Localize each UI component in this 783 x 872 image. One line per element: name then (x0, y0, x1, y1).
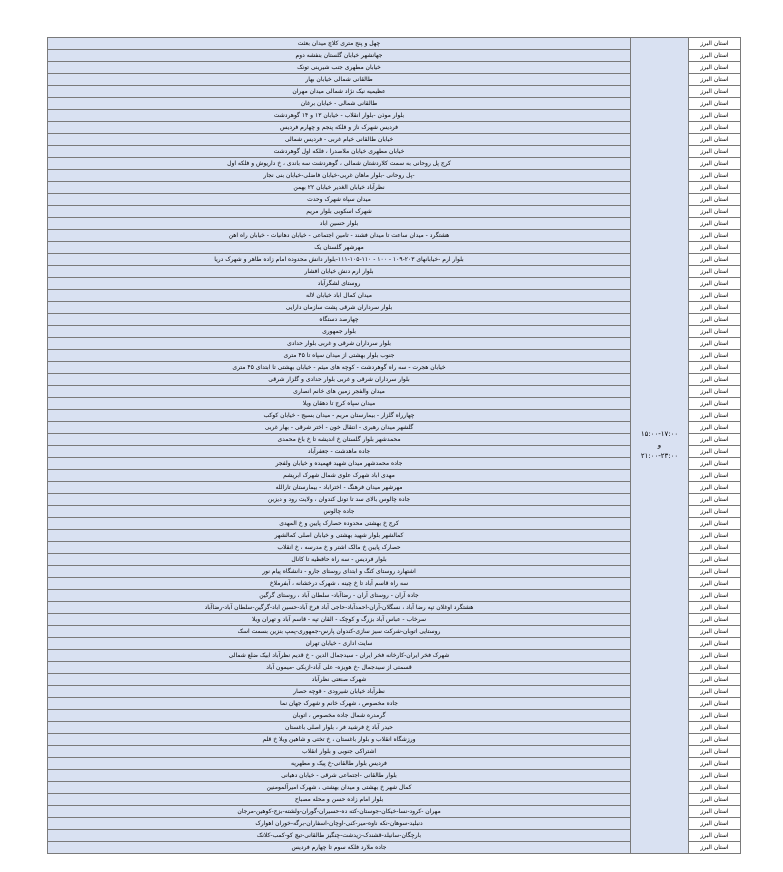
location-cell: میدان والفجر زمین های خانم انصاری (48, 386, 631, 398)
province-cell: استان البرز (689, 302, 741, 314)
location-cell: بلوار سرداران شرقی پشت سازمان دارایی (48, 302, 631, 314)
province-cell: استان البرز (689, 158, 741, 170)
location-cell: شهرک صنعتی نظرآباد (48, 674, 631, 686)
time-slot-line3: ۲۱:۰۰-۲۳:۰۰ (640, 452, 679, 460)
location-cell: بلوار ارم -خیابانهای ۲۰۳-۱۰۹ - ۱۰۰ - ۱۱۰-۱۰۵-۱۱۱-بلوار دانش محدوده امام زاده طاهر و شهرک دریا (48, 254, 631, 266)
province-cell: استان البرز (689, 86, 741, 98)
location-cell: خیابان طالقانی خیام غربی - فردیس شمالی (48, 134, 631, 146)
location-cell: هشتگرد - میدان ساعت تا میدان فشند - تامین اجتماعی - خیابان دهانیات - خیابان راه اهن (48, 230, 631, 242)
location-cell: نظرآباد خیابان الغدیر خیابان ۲۲ بهمن (48, 182, 631, 194)
location-cell: کرج پل روحانی به سمت کلاردشتان شمالی ، گوهردشت سه باندی ، خ داریوش و فلکه اول (48, 158, 631, 170)
province-cell: استان البرز (689, 122, 741, 134)
location-cell: میدان کمال اباد خیابان لاله (48, 290, 631, 302)
location-cell: بلوار حسین اباد (48, 218, 631, 230)
location-cell: چهارراه گلزار - بیمارستان مریم - میدان بسیج - خیابان کوکب (48, 410, 631, 422)
location-cell: روستای لشگرآباد (48, 278, 631, 290)
location-cell: جاده چالوس بالای سد تا تونل کندوان ، ولایت رود و دیزبن (48, 494, 631, 506)
time-slot-line2: و (657, 441, 662, 449)
province-cell: استان البرز (689, 794, 741, 806)
location-cell: جاده چالوس (48, 506, 631, 518)
province-cell: استان البرز (689, 74, 741, 86)
location-cell: خیابان مطهری خیابان ملاصدرا ، فلکه اول گوهردشت (48, 146, 631, 158)
location-cell: خیابان مطهری جنب شیرینی تونک (48, 62, 631, 74)
location-cell: هشتگرد اوغلان تپه رضا آباد ، نسگلان-آران-احمدآباد-حاجی آباد فرخ آباد-حسین اباد-گرگین-سلطان آباد-رضاآباد (48, 602, 631, 614)
location-cell: مهرشهر میدان فرهنگ - اختراباد - بیمارستان تارالله (48, 482, 631, 494)
location-cell: حصارک پایین خ مالک اشتر و خ مدرسه ، خ انقلاب (48, 542, 631, 554)
location-cell: حیدر آباد خ فرشید فر ، بلوار اصلی باغستان (48, 722, 631, 734)
province-cell: استان البرز (689, 482, 741, 494)
location-cell: نظرآباد خیابان شیرودی - قوچه حصار (48, 686, 631, 698)
location-cell: جنوب بلوار بهشتی از میدان سپاه تا ۴۵ متری (48, 350, 631, 362)
province-cell: استان البرز (689, 422, 741, 434)
province-cell: استان البرز (689, 206, 741, 218)
location-cell: مهران -کرود-نسا-خیکان-جوستان-کته ده-حسیران-گوران-ولشته-بزج-کوهین-مرجان (48, 806, 631, 818)
province-cell: استان البرز (689, 602, 741, 614)
location-cell: جاده ملارد فلکه سوم تا چهارم فردیس (48, 842, 631, 854)
province-cell: استان البرز (689, 98, 741, 110)
province-cell: استان البرز (689, 758, 741, 770)
province-cell: استان البرز (689, 50, 741, 62)
location-cell: فردیس شهرک ناز و فلکه پنجم و چهارم فردیس (48, 122, 631, 134)
location-cell: شهرک اسکوبی بلوار مریم (48, 206, 631, 218)
province-cell: استان البرز (689, 770, 741, 782)
province-cell: استان البرز (689, 326, 741, 338)
location-cell: میدان سپاه کرج تا دهقان ویلا (48, 398, 631, 410)
province-cell: استان البرز (689, 626, 741, 638)
location-cell: میدان سپاه شهرک وحدت (48, 194, 631, 206)
province-cell: استان البرز (689, 446, 741, 458)
province-cell: استان البرز (689, 362, 741, 374)
province-cell: استان البرز (689, 542, 741, 554)
province-cell: استان البرز (689, 470, 741, 482)
time-slot-cell (631, 38, 689, 854)
location-cell: شهرک فخر ایران-کارخانه فخر ایران - سیدجمال الدین - خ قدیم نظرآباد ابیک ضلع شمالی (48, 650, 631, 662)
province-cell: استان البرز (689, 662, 741, 674)
province-cell: استان البرز (689, 518, 741, 530)
location-cell: کرج خ بهشتی محدوده حصارک پایین و خ المهدی (48, 518, 631, 530)
location-cell: بلوار موذن -بلوار انقلاب - خیابان ۱۳ و ۱۴ گوهردشت (48, 110, 631, 122)
province-cell: استان البرز (689, 806, 741, 818)
location-cell: طالقانی شمالی خیابان بهار (48, 74, 631, 86)
province-cell: استان البرز (689, 230, 741, 242)
province-cell: استان البرز (689, 134, 741, 146)
location-cell: پل روحانی -بلوار ماهان غربی-خیابان فاضلی-خیابان بنی نجار- (48, 170, 631, 182)
location-cell: بلوار سرداران شرقی و غربی بلوار حدادی (48, 338, 631, 350)
location-cell: کمال شهر خ بهشتی و میدان بهشتی ، شهرک امیرآلمومنین (48, 782, 631, 794)
province-cell: استان البرز (689, 62, 741, 74)
province-cell: استان البرز (689, 554, 741, 566)
location-cell: گرمدره شمال جاده مخصوص ، اتوبان (48, 710, 631, 722)
province-cell: استان البرز (689, 710, 741, 722)
location-cell: بلوار سرداران شرقی و غربی بلوار حدادی و گلزار شرقی (48, 374, 631, 386)
location-cell: کمالشهر بلوار شهید بهشتی و خیابان اصلی کمالشهر (48, 530, 631, 542)
location-cell: جاده ماهدشت - جعفرآباد (48, 446, 631, 458)
province-cell: استان البرز (689, 650, 741, 662)
location-cell: دنبلید-سوهان-نکه ناوه-میر-کنی-اوچان-اسفاران-برگه-خوران اهوارک (48, 818, 631, 830)
province-cell: استان البرز (689, 578, 741, 590)
location-cell: اشتهارد روستای کنگ و ابتدای روستای جارو - دانشگاه پیام نور (48, 566, 631, 578)
location-cell: چهل و پنج متری کلاچ میدان بعثت (48, 38, 631, 50)
location-cell: بلوار امام زاده حسن و محله مصباح (48, 794, 631, 806)
province-cell: استان البرز (689, 290, 741, 302)
province-cell: استان البرز (689, 386, 741, 398)
province-cell: استان البرز (689, 254, 741, 266)
location-cell: سایت اداری - خیابان تهران (48, 638, 631, 650)
province-cell: استان البرز (689, 146, 741, 158)
location-cell: بلوار فردیس - سه راه حافظیه تا کانال (48, 554, 631, 566)
location-cell: خیابان هجرت - سه راه گوهردشت - کوچه های میثم - خیابان بهشتی تا ابتدای ۴۵ متری (48, 362, 631, 374)
location-cell: سرخاب - عباس آباد بزرگ و کوچک - القان تپه - قاسم آباد و تهران ویلا (48, 614, 631, 626)
province-cell: استان البرز (689, 530, 741, 542)
province-cell: استان البرز (689, 590, 741, 602)
location-cell: چهارصد دستگاه (48, 314, 631, 326)
province-cell: استان البرز (689, 374, 741, 386)
province-cell: استان البرز (689, 182, 741, 194)
location-cell: جاده مخصوص ، شهرک خانم و شهرک جهان نما (48, 698, 631, 710)
province-cell: استان البرز (689, 830, 741, 842)
location-cell: عظیمیه نیک نژاد شمالی میدان مهران (48, 86, 631, 98)
province-cell: استان البرز (689, 242, 741, 254)
province-cell: استان البرز (689, 566, 741, 578)
location-cell: بلوار طالقانی -اجتماعی شرقی - خیابان دهیانی (48, 770, 631, 782)
province-cell: استان البرز (689, 734, 741, 746)
province-cell: استان البرز (689, 38, 741, 50)
location-cell: بلوار ارم دنش خیابان افشار (48, 266, 631, 278)
province-cell: استان البرز (689, 782, 741, 794)
province-cell: استان البرز (689, 494, 741, 506)
location-cell: جاده آران - روستای آران - رضاآباد- سلطان آباد ، روستای گرگین (48, 590, 631, 602)
location-cell: ورزشگاه انقلاب و بلوار باغستان ، خ تختی و شاهین ویلا خ قلم (48, 734, 631, 746)
province-cell: استان البرز (689, 674, 741, 686)
location-cell: روستایی اتوبان-شرکت سیز سازی-کندوان پارس-جمهوری-پمپ بنزین بسمت اسک (48, 626, 631, 638)
province-cell: استان البرز (689, 614, 741, 626)
location-cell: جهانشهر خیابان گلستان بنفشه دوم (48, 50, 631, 62)
province-cell: استان البرز (689, 458, 741, 470)
location-cell: طالقانی شمالی - خیابان برغان (48, 98, 631, 110)
location-cell: بارچگان-سانیلد-قشندک-زیدشت-چنگیز طالقانی-تیچ کو-کمب-کلانک (48, 830, 631, 842)
province-cell: استان البرز (689, 194, 741, 206)
province-cell: استان البرز (689, 686, 741, 698)
province-cell: استان البرز (689, 746, 741, 758)
location-cell: مهدی اباد شهرک علوی شمال شهرک ابریشم (48, 470, 631, 482)
province-cell: استان البرز (689, 278, 741, 290)
location-cell: گلشهر میدان رهبری - انتقال خون - اختر شرقی - بهار غربی (48, 422, 631, 434)
location-cell: قسمتی از سیدجمال -خ هویزه- علی آباد-ازبکی -میمون آباد (48, 662, 631, 674)
province-cell: استان البرز (689, 638, 741, 650)
province-cell: استان البرز (689, 266, 741, 278)
location-cell: فردیس بلوار طالقانی-خ پیک و مطهریه (48, 758, 631, 770)
time-slot-line1: ۱۵:۰۰-۱۷:۰۰ (640, 430, 679, 438)
province-cell: استان البرز (689, 170, 741, 182)
province-cell: استان البرز (689, 410, 741, 422)
province-cell: استان البرز (689, 506, 741, 518)
province-cell: استان البرز (689, 338, 741, 350)
province-cell: استان البرز (689, 218, 741, 230)
province-cell: استان البرز (689, 818, 741, 830)
province-cell: استان البرز (689, 110, 741, 122)
location-cell: جاده محمدشهر میدان شهید فهمیده و خیابان ولفجر (48, 458, 631, 470)
province-cell: استان البرز (689, 722, 741, 734)
location-cell: اشتراکی جنوبی و بلوار انقلاب (48, 746, 631, 758)
province-cell: استان البرز (689, 434, 741, 446)
province-cell: استان البرز (689, 350, 741, 362)
table-row (48, 38, 741, 50)
location-cell: مهرشهر گلستان یک (48, 242, 631, 254)
province-cell: استان البرز (689, 314, 741, 326)
province-cell: استان البرز (689, 698, 741, 710)
location-cell: محمدشهر بلوار گلستان خ اندیشه تا خ باغ محمدی (48, 434, 631, 446)
outage-schedule-table (47, 37, 741, 854)
province-cell: استان البرز (689, 842, 741, 854)
location-cell: بلوار جمهوری (48, 326, 631, 338)
location-cell: سه راه قاسم آباد تا خ چینه ، شهرک درخشانه ، آبفرملاخ (48, 578, 631, 590)
province-cell: استان البرز (689, 398, 741, 410)
